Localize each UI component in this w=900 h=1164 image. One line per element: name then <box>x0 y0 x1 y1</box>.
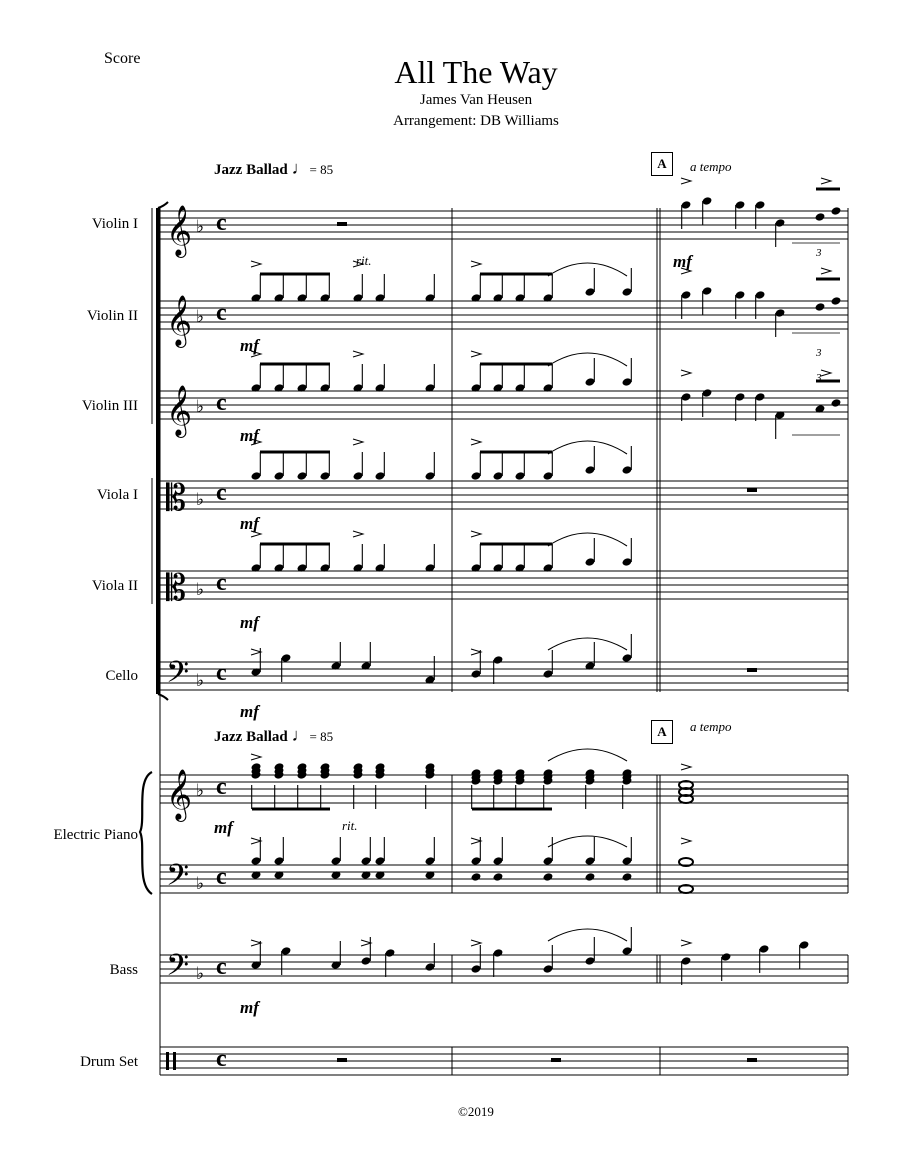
a-tempo-text: a tempo <box>690 159 732 174</box>
instrument-name: Violin III <box>81 398 138 414</box>
rit-text: rit. <box>356 253 372 268</box>
note-head <box>543 872 554 882</box>
note-head <box>831 206 842 216</box>
dynamic-mf: mf <box>673 252 692 271</box>
whole-rest <box>337 222 347 226</box>
tempo-bpm: = 85 <box>309 729 334 744</box>
accent-mark <box>471 261 481 267</box>
accent-mark <box>251 439 261 445</box>
accent-mark <box>821 178 831 184</box>
accent-mark <box>353 439 363 445</box>
bass-clef-icon: 𝄢 <box>166 949 190 990</box>
score-title: All The Way <box>394 54 558 90</box>
note-head <box>831 398 842 408</box>
time-signature: c <box>216 300 227 326</box>
slur <box>548 836 627 847</box>
flat-icon: ♭ <box>196 671 205 691</box>
tuplet-number: 3 <box>816 247 822 259</box>
slur <box>548 929 627 941</box>
flat-icon: ♭ <box>196 580 205 600</box>
accent-mark <box>681 370 691 376</box>
accent-mark <box>471 649 481 655</box>
time-signature: c <box>216 660 227 686</box>
accent-mark <box>471 940 481 946</box>
dynamic-mf: mf <box>240 998 259 1017</box>
note-head <box>622 872 633 882</box>
instrument-name: Viola II <box>91 578 138 594</box>
instrument-name: Drum Set <box>80 1054 138 1070</box>
slur <box>548 749 627 761</box>
slur <box>548 533 627 546</box>
percussion-clef-icon <box>173 1052 176 1070</box>
accent-mark <box>353 351 363 357</box>
accent-mark <box>821 370 831 376</box>
tempo-style: Jazz Ballad <box>214 729 288 745</box>
time-signature: c <box>216 954 227 980</box>
accent-mark <box>471 531 481 537</box>
flat-icon: ♭ <box>196 490 205 510</box>
flat-icon: ♭ <box>196 307 205 327</box>
accent-mark <box>361 940 371 946</box>
piano-brace <box>140 772 152 894</box>
time-signature: c <box>216 210 227 236</box>
arranger: Arrangement: DB Williams <box>393 113 559 129</box>
instrument-name: Cello <box>105 668 138 684</box>
dynamic-mf: mf <box>240 336 259 355</box>
dynamic-mf: mf <box>240 613 259 632</box>
quarter-note-icon: ♩ <box>291 158 310 178</box>
rehearsal-mark-a: A <box>651 720 673 744</box>
alto-clef-icon: 𝄡 <box>166 478 187 519</box>
flat-icon: ♭ <box>196 217 205 237</box>
accent-mark <box>681 178 691 184</box>
flat-icon: ♭ <box>196 964 205 984</box>
flat-icon: ♭ <box>196 781 205 801</box>
slur <box>548 353 627 366</box>
accent-mark <box>471 351 481 357</box>
whole-rest <box>551 1058 561 1062</box>
whole-rest <box>337 1058 347 1062</box>
composer: James Van Heusen <box>419 92 533 108</box>
instrument-name: Viola I <box>96 487 138 503</box>
alto-clef-icon: 𝄡 <box>166 568 187 609</box>
quarter-note-icon: ♩ <box>291 725 310 745</box>
slur <box>548 638 627 650</box>
note-head <box>831 296 842 306</box>
whole-rest <box>747 1058 757 1062</box>
accent-mark <box>681 838 691 844</box>
time-signature: c <box>216 1046 227 1072</box>
rit-text: rit. <box>342 818 358 833</box>
instrument-name: Violin I <box>91 216 138 232</box>
instrument-name: Violin II <box>86 308 138 324</box>
time-signature: c <box>216 390 227 416</box>
flat-icon: ♭ <box>196 397 205 417</box>
accent-mark <box>251 838 261 844</box>
accent-mark <box>821 268 831 274</box>
score-label: Score <box>104 50 141 67</box>
treble-clef-icon: 𝄞 <box>166 769 193 820</box>
a-tempo-text: a tempo <box>690 719 732 734</box>
note-head <box>815 212 826 222</box>
accent-mark <box>251 531 261 537</box>
bass-clef-icon: 𝄢 <box>166 656 190 697</box>
slur <box>548 441 627 454</box>
slur <box>548 263 627 276</box>
note-head <box>471 872 482 882</box>
treble-clef-icon: 𝄞 <box>166 205 193 256</box>
accent-mark <box>681 940 691 946</box>
tuplet-number: 3 <box>816 372 822 384</box>
time-signature: c <box>216 570 227 596</box>
copyright: ©2019 <box>458 1104 494 1119</box>
note-head <box>815 302 826 312</box>
time-signature: c <box>216 864 227 890</box>
dynamic-mf: mf <box>240 514 259 533</box>
accent-mark <box>251 940 261 946</box>
treble-clef-icon: 𝄞 <box>166 385 193 436</box>
tempo-style: Jazz Ballad <box>214 162 288 178</box>
accent-mark <box>251 754 261 760</box>
tuplet-number: 3 <box>816 347 822 359</box>
note-head <box>493 872 504 882</box>
accent-mark <box>251 649 261 655</box>
time-signature: c <box>216 480 227 506</box>
accent-mark <box>251 351 261 357</box>
accent-mark <box>353 531 363 537</box>
treble-clef-icon: 𝄞 <box>166 295 193 346</box>
accent-mark <box>251 261 261 267</box>
percussion-clef-icon <box>166 1052 169 1070</box>
flat-icon: ♭ <box>196 874 205 894</box>
dynamic-mf: mf <box>240 702 259 721</box>
note-head <box>585 872 596 882</box>
bass-clef-icon: 𝄢 <box>166 859 190 900</box>
accent-mark <box>471 838 481 844</box>
accent-mark <box>471 439 481 445</box>
whole-rest <box>747 488 757 492</box>
rehearsal-mark-a: A <box>651 152 673 176</box>
whole-rest <box>747 668 757 672</box>
time-signature: c <box>216 774 227 800</box>
tempo-bpm: = 85 <box>309 162 334 177</box>
dynamic-mf: mf <box>214 818 233 837</box>
accent-mark <box>353 261 363 267</box>
accent-mark <box>681 764 691 770</box>
dynamic-mf: mf <box>240 426 259 445</box>
instrument-name: Electric Piano <box>53 827 138 843</box>
instrument-name: Bass <box>109 962 138 978</box>
accent-mark <box>681 268 691 274</box>
